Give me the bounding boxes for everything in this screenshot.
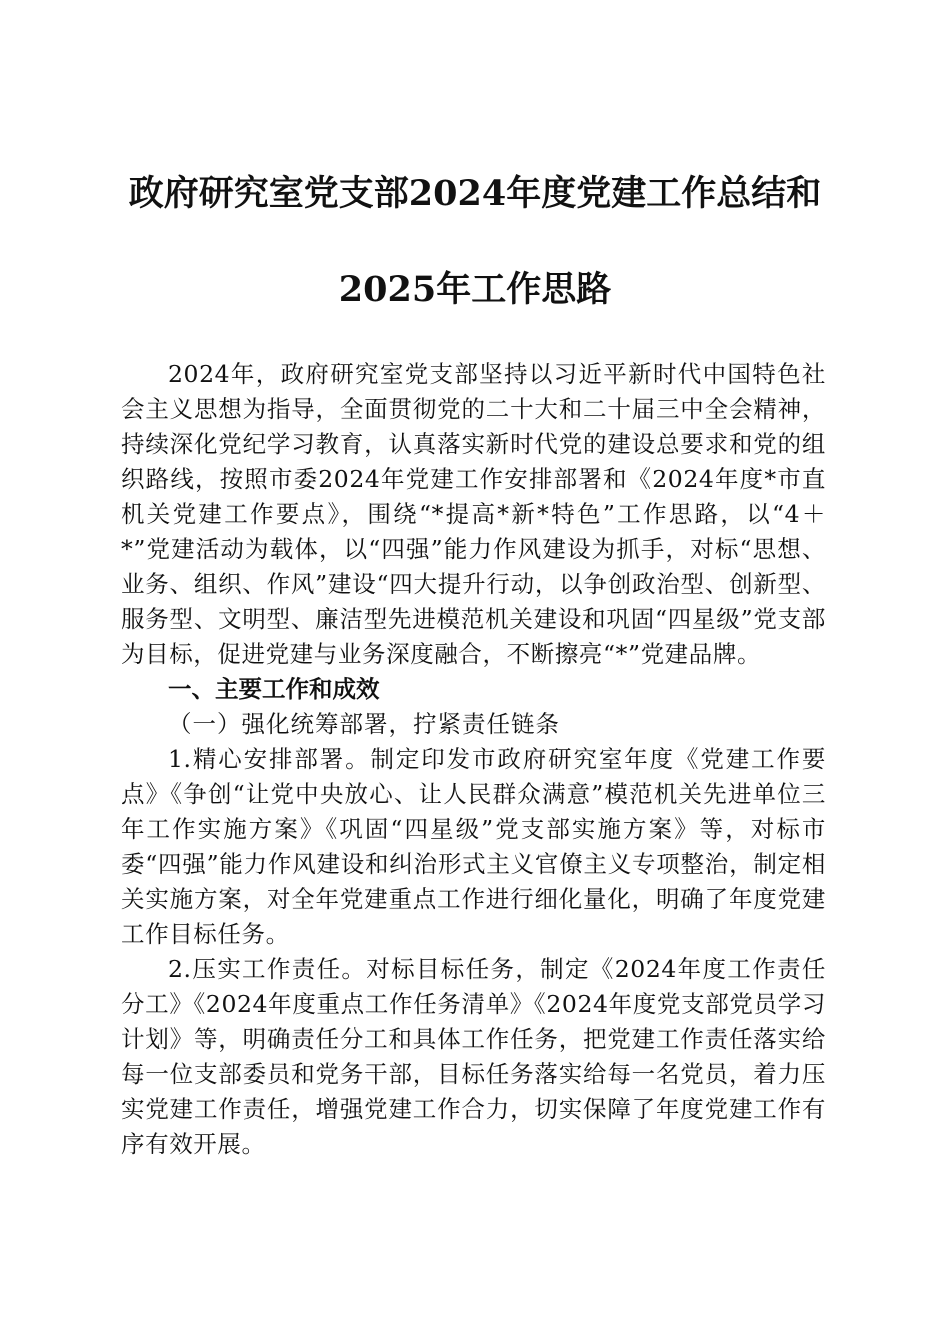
document-body xyxy=(121,357,826,1162)
document-title-line-1: 政府研究室党支部2024年度党建工作总结和 xyxy=(128,173,822,214)
item-1-paragraph: 1.精心安排部署。制定印发市政府研究室年度《党建工作要点》《争创“让党中央放心、让人民群众满意”模范机关先进单位三年工作实施方案》《巩固“四星级”党支部实施方案》等，对标市委“四强”能力作风建设和纠治形式主义官僚主义专项整治，制定相关实施方案，对全年党建重点工作进行细化量化，明确了年度党建工作目标任务。 xyxy=(121,745,826,948)
section-heading-main-work: 一、主要工作和成效 xyxy=(168,675,380,703)
subsection-heading-coordination: （一）强化统筹部署，拧紧责任链条 xyxy=(168,710,560,738)
item-2-paragraph: 2.压实工作责任。对标目标任务，制定《2024年度工作责任分工》《2024年度重点工作任务清单》《2024年度党支部党员学习计划》等，明确责任分工和具体工作任务，把党建工作责任落实给每一位支部委员和党务干部，目标任务落实给每一名党员，着力压实党建工作责任，增强党建工作合力，切实保障了年度党建工作有序有效开展。 xyxy=(121,955,826,1158)
intro-paragraph: 2024年，政府研究室党支部坚持以习近平新时代中国特色社会主义思想为指导，全面贯彻党的二十大和二十届三中全会精神，持续深化党纪学习教育，认真落实新时代党的建设总要求和党的组织路线，按照市委2024年党建工作安排部署和《2024年度*市直机关党建工作要点》，围绕“*提高*新*特色”工作思路，以“4＋*”党建活动为载体，以“四强”能力作风建设为抓手，对标“思想、业务、组织、作风”建设“四大提升行动，以争创政治型、创新型、服务型、文明型、廉洁型先进模范机关建设和巩固“四星级”党支部为目标，促进党建与业务深度融合，不断擦亮“*”党建品牌。 xyxy=(121,360,826,668)
document-title-line-2: 2025年工作思路 xyxy=(338,269,612,310)
